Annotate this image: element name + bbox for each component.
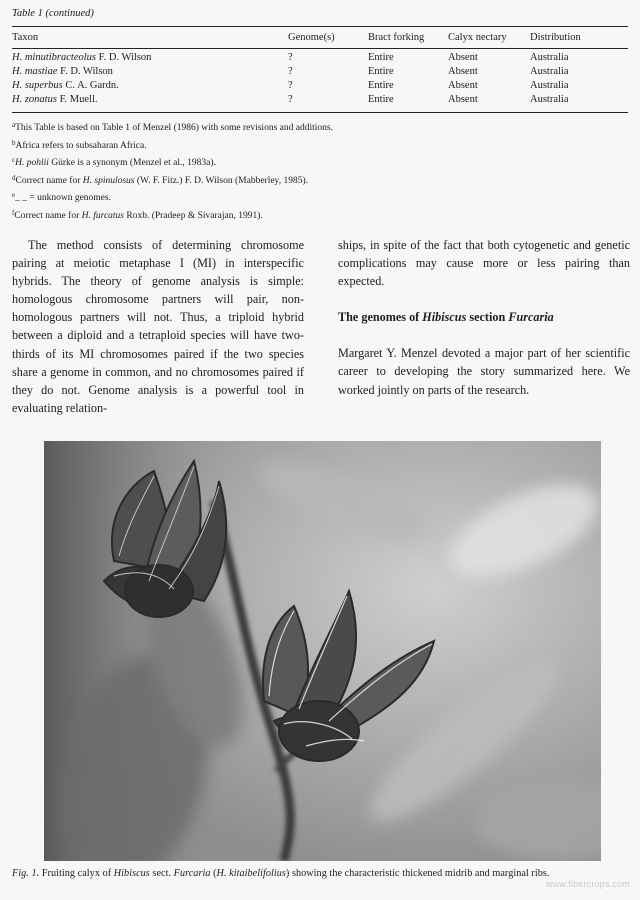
footnote: $^b$Africa refers to subsaharan Africa. [12,138,147,151]
header-bract-forking: Bract forking [368,32,425,43]
footnote: $^d$Correct name for H. spinulosus (W. F. Fitz.) F. D. Wilson (Mabberley, 1985). [12,173,308,186]
table-bottom-rule [12,112,628,113]
body-paragraph: The method consists of determining chromosome pairing at meiotic metaphase I (MI) in interspecific hybrids. The theory of genome analysis is simple: homologous chromosome partners will pair, non-homologous partners will not. Thus, a triploid hybrid between a diploid and a tetraploid species will have two-thirds of its MI chromosomes paired if the two species share a genome in common, and no chromosomes paired if they do not. Genome analysis is a powerful tool in evaluating relation- [12,238,304,415]
table-caption: Table 1 (continued) [12,8,94,19]
footnote: $^a$This Table is based on Table 1 of Menzel (1986) with some revisions and additions. [12,121,333,133]
figure-caption: Fig. 1. Fruiting calyx of Hibiscus sect. Furcaria (H. kitaibelifolius) showing the characteristic thickened midrib and marginal ribs. [12,868,550,879]
calyx-cell: Absent [448,94,478,105]
species-name: H. zonatus [12,94,57,105]
genome-cell: ? [288,52,293,63]
left-column [12,236,304,417]
body-paragraph-continuation: ships, in spite of the fact that both cytogenetic and genetic complications may cause more or less pairing than expected. [338,238,630,289]
species-authority: C. A. Gardn. [65,80,119,91]
calyx-cell: Absent [448,66,478,77]
genome-cell: ? [288,66,293,77]
taxon-cell [12,65,288,79]
taxon-cell [12,79,288,93]
species-name: H. superbus [12,80,63,91]
calyx-cell: Absent [448,52,478,63]
table-row [12,93,628,107]
header-taxon: Taxon [12,32,39,43]
header-distribution: Distribution [530,32,581,43]
distribution-cell: Australia [530,80,569,91]
header-calyx-nectary: Calyx nectary [448,32,507,43]
bract-cell: Entire [368,66,394,77]
taxon-table [12,28,628,107]
table-row [12,47,628,65]
species-name: H. minutibracteolus [12,52,96,63]
footnote: $^e$_ _ = unknown genomes. [12,191,111,204]
calyx-cell: Absent [448,80,478,91]
figure-photo [44,441,601,861]
species-authority: F. D. Wilson [98,52,152,63]
taxon-cell [12,93,288,107]
bract-cell: Entire [368,80,394,91]
taxon-cell [12,47,288,65]
hibiscus-photo-image [44,441,601,861]
body-paragraph: Margaret Y. Menzel devoted a major part of her scientific career to developing the story summarized here. We worked jointly on parts of the research. [338,346,630,397]
footnote: $^c$H. pohlii Gürke is a synonym (Menzel et al., 1983a). [12,156,216,169]
bract-cell: Entire [368,94,394,105]
genome-cell: ? [288,94,293,105]
table-row [12,65,628,79]
distribution-cell: Australia [530,94,569,105]
bract-cell: Entire [368,52,394,63]
genome-cell: ? [288,80,293,91]
distribution-cell: Australia [530,66,569,77]
right-column [338,236,630,399]
table-row [12,79,628,93]
distribution-cell: Australia [530,52,569,63]
table-header-row [12,28,628,47]
section-heading: The genomes of Hibiscus section Furcaria [338,310,554,325]
watermark: www.fibercrops.com [545,879,630,889]
species-authority: F. Muell. [59,94,98,105]
footnote: $^f$Correct name for H. furcatus Roxb. (Pradeep & Sivarajan, 1991). [12,208,263,221]
species-name: H. mastiae [12,66,58,77]
header-genomes: Genome(s) [288,32,335,43]
table-footnotes [12,118,628,224]
species-authority: F. D. Wilson [60,66,113,77]
table-top-rule [12,26,628,27]
